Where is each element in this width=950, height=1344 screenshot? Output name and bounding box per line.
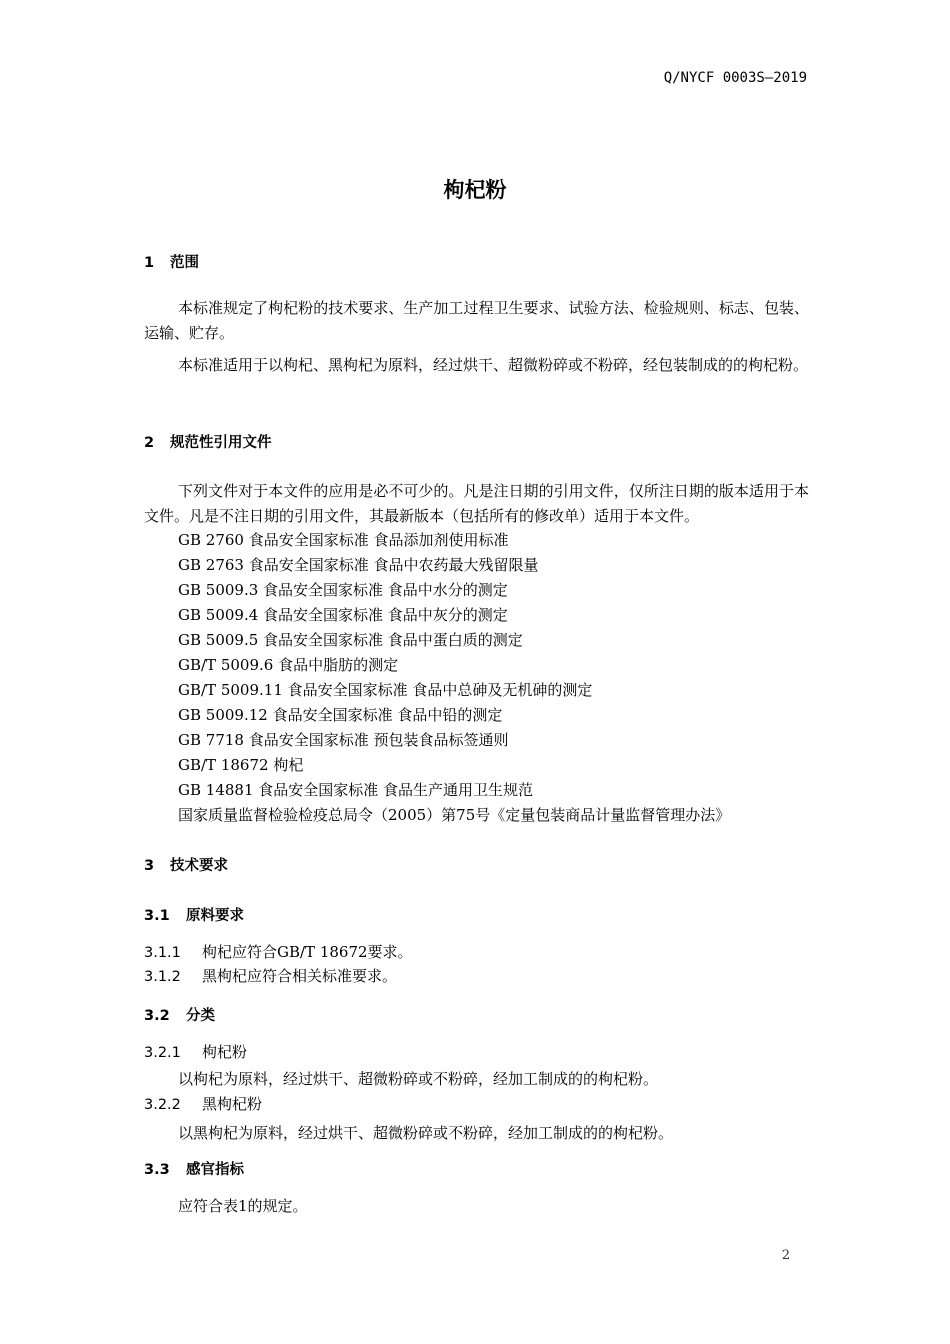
section-number: 1	[144, 255, 155, 271]
subsection-3-3-text: 应符合表1的规定。	[178, 1197, 308, 1215]
reference-item: GB 5009.12 食品安全国家标准 食品中铅的测定	[178, 706, 503, 724]
section-number: 3	[144, 858, 155, 874]
section-title: 规范性引用文件	[170, 435, 272, 451]
subsection-number: 3.1	[144, 908, 170, 924]
section-1-paragraph-1: 本标准规定了枸杞粉的技术要求、生产加工过程卫生要求、试验方法、检验规则、标志、包装、运输、贮存。	[144, 299, 809, 342]
clause-text: 黑枸杞应符合相关标准要求。	[202, 967, 398, 985]
section-title: 范围	[170, 255, 199, 271]
clause-title: 黑枸杞粉	[202, 1095, 263, 1113]
clause-3-1-2	[144, 965, 397, 986]
reference-item: GB 2760 食品安全国家标准 食品添加剂使用标准	[178, 531, 509, 549]
standard-code: Q/NYCF 0003S—2019	[663, 70, 807, 86]
subsection-title: 感官指标	[186, 1162, 244, 1178]
subsection-title: 原料要求	[186, 908, 244, 924]
subsection-3-3-heading	[144, 1158, 244, 1179]
section-2-paragraph-1: 下列文件对于本文件的应用是必不可少的。凡是注日期的引用文件，仅所注日期的版本适用于本文件。凡是不注日期的引用文件，其最新版本（包括所有的修改单）适用于本文件。	[144, 482, 809, 525]
clause-title: 枸杞粉	[202, 1043, 248, 1061]
section-2-heading	[144, 431, 272, 452]
reference-item: GB 5009.4 食品安全国家标准 食品中灰分的测定	[178, 606, 508, 624]
clause-3-1-1	[144, 941, 413, 962]
reference-item: GB 7718 食品安全国家标准 预包装食品标签通则	[178, 731, 509, 749]
clause-text: 枸杞应符合GB/T 18672要求。	[202, 943, 413, 961]
clause-3-2-1-text: 以枸杞为原料，经过烘干、超微粉碎或不粉碎，经加工制成的的枸杞粉。	[178, 1070, 659, 1088]
subsection-title: 分类	[186, 1008, 215, 1024]
reference-item: GB 14881 食品安全国家标准 食品生产通用卫生规范	[178, 781, 534, 799]
subsection-number: 3.3	[144, 1162, 170, 1178]
clause-3-2-2	[144, 1093, 262, 1114]
subsection-3-2-heading	[144, 1004, 215, 1025]
clause-3-2-1	[144, 1041, 247, 1062]
clause-3-2-2-text: 以黑枸杞为原料，经过烘干、超微粉碎或不粉碎，经加工制成的的枸杞粉。	[178, 1124, 674, 1142]
clause-number: 3.2.2	[144, 1097, 181, 1113]
section-title: 技术要求	[170, 858, 228, 874]
section-number: 2	[144, 435, 155, 451]
subsection-number: 3.2	[144, 1008, 170, 1024]
reference-item: GB/T 5009.6 食品中脂肪的测定	[178, 656, 399, 674]
clause-number: 3.1.1	[144, 945, 181, 961]
reference-item: GB 5009.3 食品安全国家标准 食品中水分的测定	[178, 581, 508, 599]
document-title: 枸杞粉	[443, 178, 507, 202]
section-1-paragraph-2: 本标准适用于以枸杞、黑枸杞为原料，经过烘干、超微粉碎或不粉碎，经包装制成的的枸杞粉。	[178, 356, 809, 374]
clause-number: 3.1.2	[144, 969, 181, 985]
reference-item: 国家质量监督检验检疫总局令（2005）第75号《定量包装商品计量监督管理办法》	[178, 806, 731, 824]
reference-item: GB/T 18672 枸杞	[178, 756, 304, 774]
reference-item: GB 2763 食品安全国家标准 食品中农药最大残留限量	[178, 556, 539, 574]
reference-item: GB/T 5009.11 食品安全国家标准 食品中总砷及无机砷的测定	[178, 681, 593, 699]
clause-number: 3.2.1	[144, 1045, 181, 1061]
section-1-heading	[144, 251, 199, 272]
reference-item: GB 5009.5 食品安全国家标准 食品中蛋白质的测定	[178, 631, 523, 649]
page-number: 2	[781, 1248, 790, 1263]
section-3-heading	[144, 854, 228, 875]
subsection-3-1-heading	[144, 904, 244, 925]
